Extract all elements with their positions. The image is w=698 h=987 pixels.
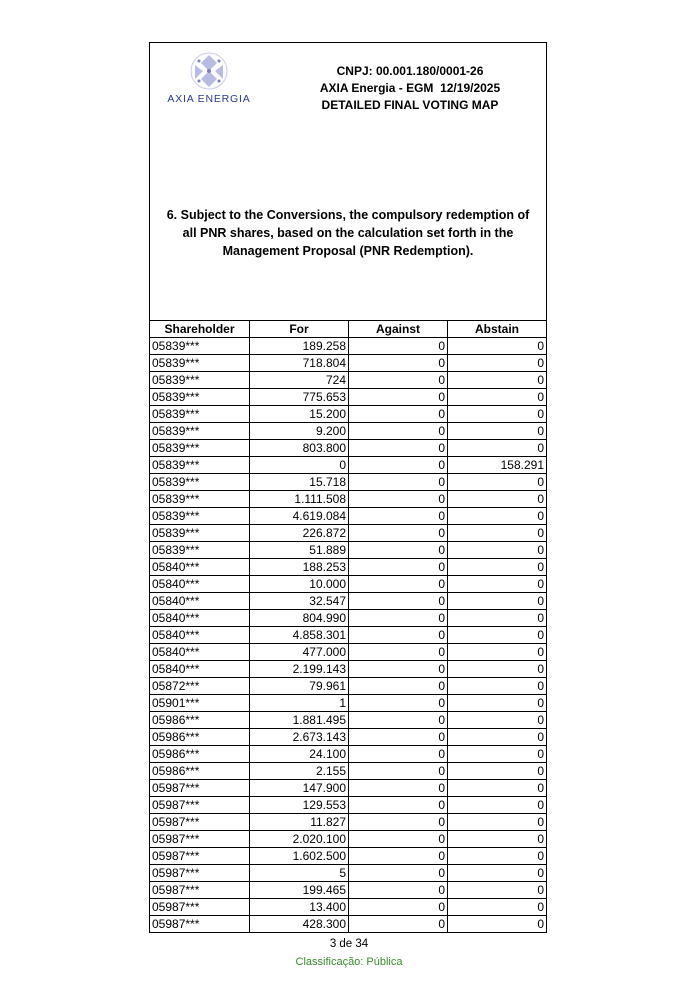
table-row: [150, 491, 547, 508]
cell-against: 0: [349, 865, 448, 882]
cell-abstain: 0: [448, 338, 547, 355]
cell-against: 0: [349, 610, 448, 627]
cell-against: 0: [349, 372, 448, 389]
cell-against: 0: [349, 644, 448, 661]
cell-abstain: 0: [448, 593, 547, 610]
cell-abstain: 0: [448, 389, 547, 406]
table-row: [150, 355, 547, 372]
table-row: [150, 916, 547, 933]
cell-for: 2.155: [250, 763, 349, 780]
cell-shareholder: 05839***: [150, 474, 250, 491]
cell-for: 9.200: [250, 423, 349, 440]
document-heading: [290, 63, 530, 114]
cell-for: 15.718: [250, 474, 349, 491]
cell-abstain: 0: [448, 746, 547, 763]
table-row: [150, 338, 547, 355]
table-row: [150, 899, 547, 916]
cell-against: 0: [349, 695, 448, 712]
cell-shareholder: 05839***: [150, 355, 250, 372]
cell-abstain: 0: [448, 831, 547, 848]
cell-shareholder: 05987***: [150, 780, 250, 797]
cell-abstain: 0: [448, 848, 547, 865]
table-row: [150, 627, 547, 644]
agenda-item: 6. Subject to the Conversions, the compulsory redemption of all PNR shares, based on the calculation set forth in the Management Proposal (PNR Redemption).: [166, 208, 530, 258]
table-row: [150, 423, 547, 440]
cell-abstain: 0: [448, 542, 547, 559]
cell-abstain: 0: [448, 678, 547, 695]
cell-against: 0: [349, 746, 448, 763]
table-row: [150, 678, 547, 695]
table-row: [150, 729, 547, 746]
cell-for: 15.200: [250, 406, 349, 423]
table-row: [150, 406, 547, 423]
cell-abstain: 0: [448, 372, 547, 389]
cell-abstain: 0: [448, 763, 547, 780]
cell-against: 0: [349, 763, 448, 780]
cell-against: 0: [349, 627, 448, 644]
cell-abstain: 0: [448, 610, 547, 627]
cell-shareholder: 05986***: [150, 729, 250, 746]
cell-abstain: 0: [448, 780, 547, 797]
cell-against: 0: [349, 729, 448, 746]
cell-abstain: 158.291: [448, 457, 547, 474]
document-title: DETAILED FINAL VOTING MAP: [321, 98, 499, 112]
cell-abstain: 0: [448, 729, 547, 746]
cell-for: 1.602.500: [250, 848, 349, 865]
cell-for: 10.000: [250, 576, 349, 593]
cell-against: 0: [349, 508, 448, 525]
cell-against: 0: [349, 916, 448, 933]
cell-abstain: 0: [448, 865, 547, 882]
table-row: [150, 474, 547, 491]
cell-shareholder: 05986***: [150, 763, 250, 780]
cell-abstain: 0: [448, 474, 547, 491]
table-row: [150, 372, 547, 389]
cell-against: 0: [349, 338, 448, 355]
cell-for: 718.804: [250, 355, 349, 372]
cnpj: CNPJ: 00.001.180/0001-26: [336, 64, 484, 78]
cell-for: 129.553: [250, 797, 349, 814]
cell-abstain: 0: [448, 882, 547, 899]
cell-against: 0: [349, 678, 448, 695]
cell-against: 0: [349, 525, 448, 542]
table-row: [150, 644, 547, 661]
cell-shareholder: 05839***: [150, 389, 250, 406]
cell-for: 11.827: [250, 814, 349, 831]
cell-shareholder: 05840***: [150, 627, 250, 644]
cell-for: 0: [250, 457, 349, 474]
cell-for: 13.400: [250, 899, 349, 916]
cell-for: 199.465: [250, 882, 349, 899]
cell-for: 428.300: [250, 916, 349, 933]
cell-shareholder: 05839***: [150, 491, 250, 508]
cell-for: 1.111.508: [250, 491, 349, 508]
cell-shareholder: 05839***: [150, 457, 250, 474]
column-header-for: For: [250, 321, 349, 338]
cell-for: 5: [250, 865, 349, 882]
cell-shareholder: 05839***: [150, 508, 250, 525]
cell-shareholder: 05839***: [150, 372, 250, 389]
cell-for: 2.020.100: [250, 831, 349, 848]
cell-abstain: 0: [448, 627, 547, 644]
meeting-info: AXIA Energia - EGM 12/19/2025: [319, 81, 501, 95]
cell-shareholder: 05840***: [150, 644, 250, 661]
column-header-abstain: Abstain: [448, 321, 547, 338]
cell-for: 775.653: [250, 389, 349, 406]
cell-against: 0: [349, 712, 448, 729]
cell-abstain: 0: [448, 508, 547, 525]
table-row: [150, 831, 547, 848]
table-row: [150, 848, 547, 865]
cell-shareholder: 05901***: [150, 695, 250, 712]
cell-abstain: 0: [448, 525, 547, 542]
cell-against: 0: [349, 899, 448, 916]
cell-for: 188.253: [250, 559, 349, 576]
cell-shareholder: 05839***: [150, 423, 250, 440]
cell-for: 32.547: [250, 593, 349, 610]
logo-text: AXIA ENERGIA: [167, 93, 251, 105]
table-row: [150, 440, 547, 457]
cell-shareholder: 05840***: [150, 610, 250, 627]
cell-against: 0: [349, 423, 448, 440]
cell-shareholder: 05839***: [150, 525, 250, 542]
cell-against: 0: [349, 406, 448, 423]
table-row: [150, 882, 547, 899]
cell-shareholder: 05987***: [150, 865, 250, 882]
cell-abstain: 0: [448, 355, 547, 372]
cell-for: 804.990: [250, 610, 349, 627]
cell-against: 0: [349, 593, 448, 610]
table-row: [150, 814, 547, 831]
cell-against: 0: [349, 355, 448, 372]
voting-table: [149, 320, 547, 933]
table-row: [150, 763, 547, 780]
cell-against: 0: [349, 559, 448, 576]
cell-shareholder: 05986***: [150, 712, 250, 729]
table-row: [150, 712, 547, 729]
table-row: [150, 746, 547, 763]
table-row: [150, 559, 547, 576]
cell-shareholder: 05987***: [150, 797, 250, 814]
cell-against: 0: [349, 474, 448, 491]
cell-for: 4.858.301: [250, 627, 349, 644]
table-row: [150, 780, 547, 797]
cell-for: 51.889: [250, 542, 349, 559]
cell-for: 477.000: [250, 644, 349, 661]
cell-for: 226.872: [250, 525, 349, 542]
cell-shareholder: 05839***: [150, 542, 250, 559]
cell-abstain: 0: [448, 559, 547, 576]
cell-for: 147.900: [250, 780, 349, 797]
classification-label: Classificação: Pública: [295, 956, 403, 968]
cell-shareholder: 05839***: [150, 406, 250, 423]
table-header-row: [150, 321, 547, 338]
cell-shareholder: 05987***: [150, 916, 250, 933]
cell-for: 24.100: [250, 746, 349, 763]
cell-shareholder: 05839***: [150, 338, 250, 355]
cell-shareholder: 05839***: [150, 440, 250, 457]
cell-shareholder: 05872***: [150, 678, 250, 695]
cell-against: 0: [349, 389, 448, 406]
cell-for: 79.961: [250, 678, 349, 695]
cell-against: 0: [349, 848, 448, 865]
cell-shareholder: 05840***: [150, 661, 250, 678]
cell-abstain: 0: [448, 695, 547, 712]
cell-for: 189.258: [250, 338, 349, 355]
table-row: [150, 457, 547, 474]
cell-for: 724: [250, 372, 349, 389]
cell-against: 0: [349, 440, 448, 457]
cell-abstain: 0: [448, 797, 547, 814]
cell-shareholder: 05987***: [150, 899, 250, 916]
table-row: [150, 389, 547, 406]
cell-against: 0: [349, 814, 448, 831]
cell-abstain: 0: [448, 712, 547, 729]
table-row: [150, 508, 547, 525]
document-header-box: [149, 42, 547, 321]
cell-against: 0: [349, 882, 448, 899]
cell-against: 0: [349, 831, 448, 848]
cell-shareholder: 05840***: [150, 576, 250, 593]
cell-shareholder: 05987***: [150, 882, 250, 899]
cell-abstain: 0: [448, 899, 547, 916]
cell-for: 803.800: [250, 440, 349, 457]
cell-abstain: 0: [448, 491, 547, 508]
cell-for: 1: [250, 695, 349, 712]
cell-against: 0: [349, 780, 448, 797]
table-row: [150, 865, 547, 882]
cell-against: 0: [349, 457, 448, 474]
cell-against: 0: [349, 491, 448, 508]
page-number: 3 de 34: [329, 938, 369, 950]
cell-shareholder: 05840***: [150, 593, 250, 610]
cell-shareholder: 05986***: [150, 746, 250, 763]
cell-abstain: 0: [448, 661, 547, 678]
table-row: [150, 525, 547, 542]
cell-abstain: 0: [448, 644, 547, 661]
cell-against: 0: [349, 542, 448, 559]
company-logo: [164, 51, 254, 105]
table-row: [150, 797, 547, 814]
globe-logo-icon: [187, 51, 231, 91]
cell-abstain: 0: [448, 814, 547, 831]
column-header-shareholder: Shareholder: [150, 321, 250, 338]
cell-abstain: 0: [448, 423, 547, 440]
table-row: [150, 576, 547, 593]
table-row: [150, 695, 547, 712]
cell-for: 1.881.495: [250, 712, 349, 729]
table-row: [150, 593, 547, 610]
table-row: [150, 610, 547, 627]
cell-abstain: 0: [448, 576, 547, 593]
cell-abstain: 0: [448, 406, 547, 423]
cell-abstain: 0: [448, 440, 547, 457]
cell-against: 0: [349, 661, 448, 678]
cell-shareholder: 05987***: [150, 814, 250, 831]
column-header-against: Against: [349, 321, 448, 338]
cell-against: 0: [349, 576, 448, 593]
cell-shareholder: 05840***: [150, 559, 250, 576]
cell-for: 2.673.143: [250, 729, 349, 746]
cell-shareholder: 05987***: [150, 848, 250, 865]
table-row: [150, 661, 547, 678]
cell-abstain: 0: [448, 916, 547, 933]
table-row: [150, 542, 547, 559]
cell-for: 2.199.143: [250, 661, 349, 678]
cell-against: 0: [349, 797, 448, 814]
cell-for: 4.619.084: [250, 508, 349, 525]
cell-shareholder: 05987***: [150, 831, 250, 848]
